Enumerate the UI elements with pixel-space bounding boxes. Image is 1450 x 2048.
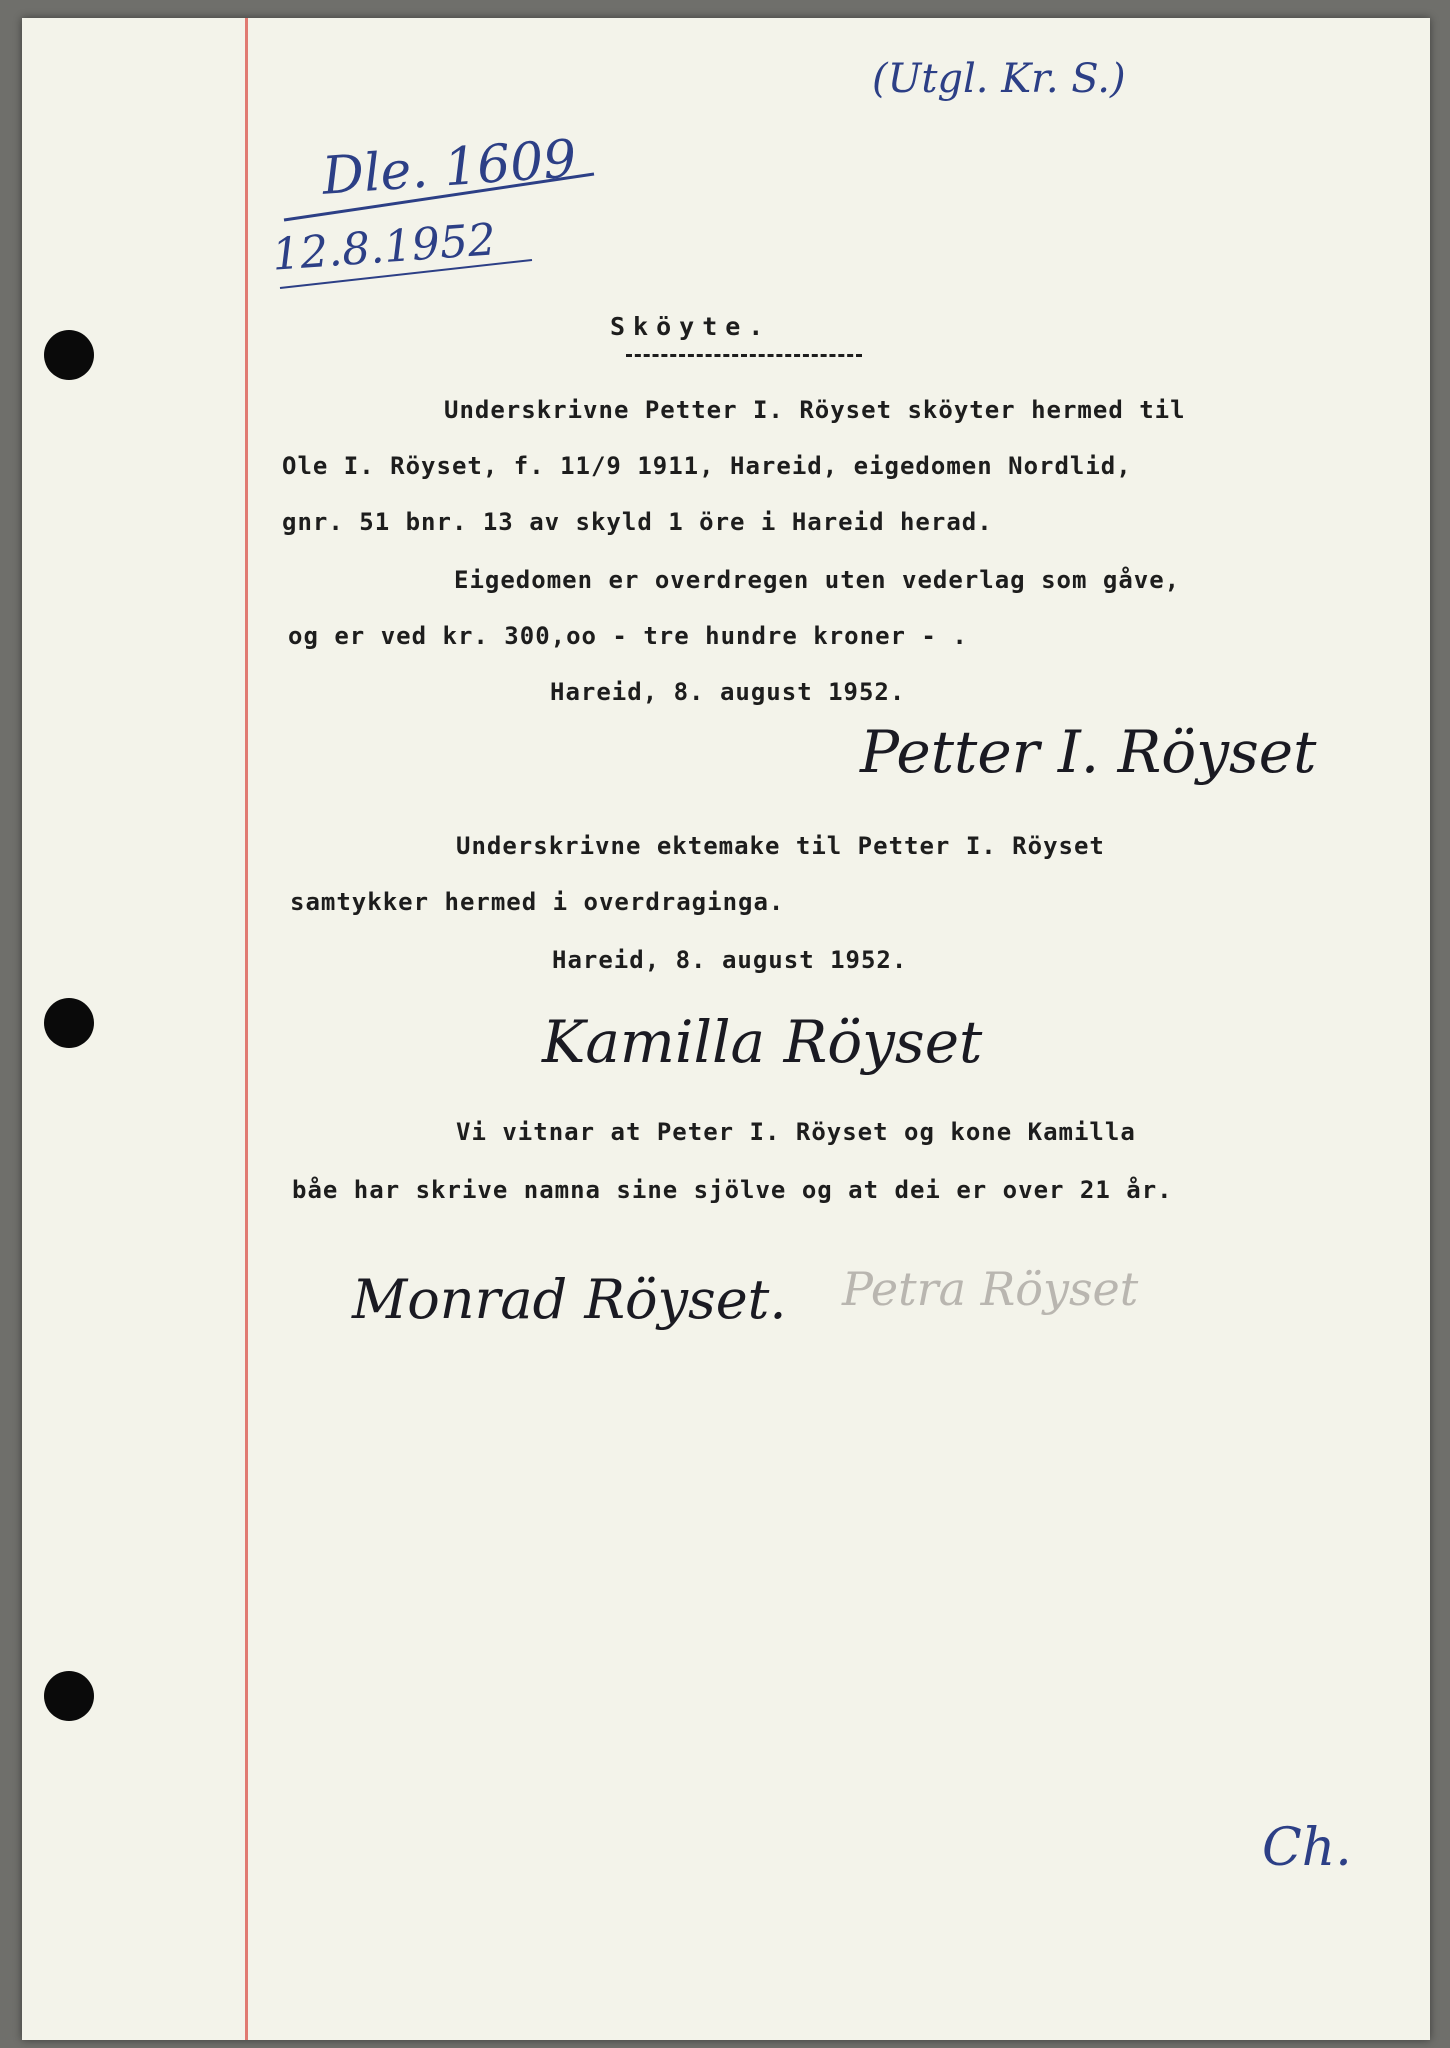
- witness-line: Vi vitnar at Peter I. Röyset og kone Kamilla: [456, 1118, 1136, 1146]
- spouse-signature: Kamilla Röyset: [542, 1008, 983, 1076]
- deed-line: Ole I. Röyset, f. 11/9 1911, Hareid, eigedomen Nordlid,: [282, 452, 1132, 480]
- seller-signature: Petter I. Röyset: [860, 718, 1317, 786]
- place-date: Hareid, 8. august 1952.: [552, 946, 908, 974]
- consent-line: Underskrivne ektemake til Petter I. Röyset: [456, 832, 1105, 860]
- consent-line: samtykker hermed i overdraginga.: [290, 888, 785, 916]
- title-underline: [626, 354, 862, 357]
- deed-line: og er ved kr. 300,oo - tre hundre kroner - .: [288, 622, 968, 650]
- deed-line: Underskrivne Petter I. Röyset sköyter hermed til: [444, 396, 1186, 424]
- place-date: Hareid, 8. august 1952.: [550, 678, 906, 706]
- witness-signature: Petra Röyset: [842, 1262, 1139, 1316]
- registration-date: 12.8.1952: [270, 214, 498, 281]
- witness-signature: Monrad Röyset.: [352, 1268, 787, 1331]
- underline-stroke: [284, 174, 594, 220]
- clerk-initials: Ch.: [1262, 1818, 1352, 1878]
- witness-line: båe har skrive namna sine sjölve og at dei er over 21 år.: [292, 1176, 1173, 1204]
- registration-number: Dle. 1609: [320, 129, 579, 207]
- deed-line: gnr. 51 bnr. 13 av skyld 1 öre i Hareid herad.: [282, 508, 993, 536]
- document-page: [22, 18, 1430, 2040]
- document-title: Sköyte.: [610, 312, 772, 341]
- underline-stroke: [280, 260, 532, 288]
- deed-line: Eigedomen er overdregen uten vederlag som gåve,: [454, 566, 1181, 594]
- archive-reference: (Utgl. Kr. S.): [872, 56, 1126, 102]
